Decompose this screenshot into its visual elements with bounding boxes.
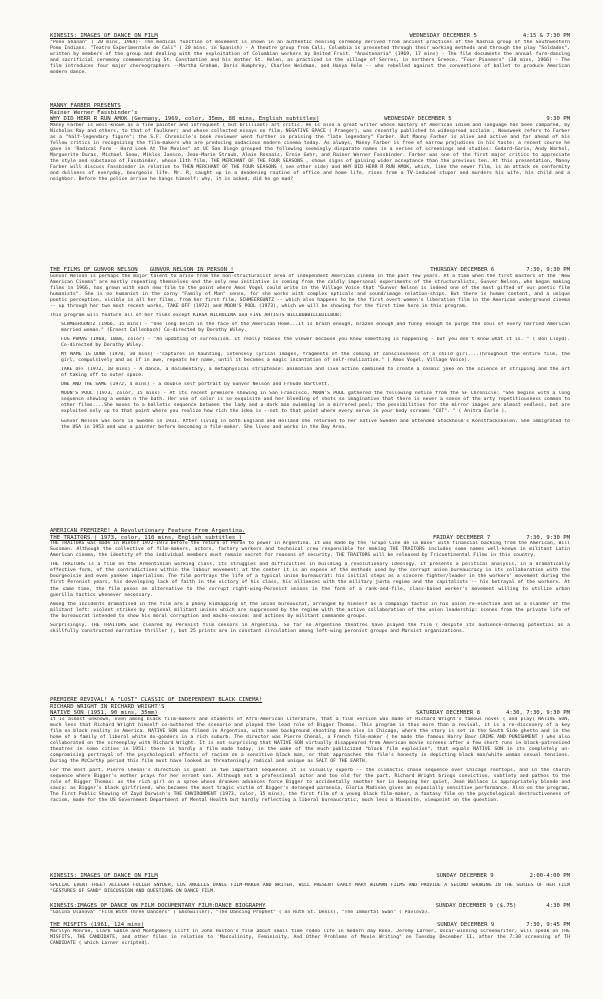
event-title: THE MISFITS (1961, 124 mins) xyxy=(50,922,145,928)
misfits-section xyxy=(50,922,570,947)
event-time: 9:30 PM xyxy=(546,116,570,123)
event-date: SUNDAY DECEMBER 9 ($.75) xyxy=(435,903,517,909)
film-entry: FOG PUMAS (1968, 18mm, color) - "An updating of surrealism. It really teases the viewer because you know something is happening - but you don't know what it is. " ( Don Lloyd). Co-directed by Dorothy Wiley. xyxy=(61,337,570,349)
kinesis-dec9-doc-section xyxy=(50,903,570,916)
event-paragraph: For the most part, Pierre Chenal's direction is good: in two important sequences it is visually superb -- the climactic chase sequence over Chicago rooftops, and in the church sequence where Bigger's mother prays for her errant son. Although not a professional actor and too old for the part, Richard Wright brings conviction, subtlety and pathos to the role of Bigger Thomas: as the rich girl on a spree whose drunken advances force Bigger to accidentally smother her in keeping her quiet, Jean Wallace is appropriately blonde and saucy: as Bigger's black girlfriend, who becomes the most tragic victim of Bigger's deranged paranoia, Gloria Madison gives an especially sensitive performance. Also on the program, The First Public Showing of Zayd Darwish's THE ENVIRONMENT (1973, color, 15 mins), the first film of a young black film-maker, a fantasy film on the psychological destructiveness of racism, made for the US Government Department of Mental Health but hardly reflecting a liberal bureaucratic, much less a Nixonite, viewpoint on the question. xyxy=(50,768,570,804)
event-time: 7:30, 9:30 PM xyxy=(526,267,570,273)
event-date: THURSDAY DECEMBER 6 xyxy=(430,267,495,273)
event-time: 4:30, 7:30, 9:30 PM xyxy=(506,710,570,717)
nelson-section xyxy=(50,267,570,431)
event-title: KINESIS: IMAGES OF DANCE ON FILM xyxy=(50,33,158,39)
film-entry: MY NAME IS OONA (1970, 10 mins) -"captures in haunting, intensely lyrical images, fragments of the coming of consciousness of a child girl....Throughout the entire film, the girl, compulsively and as if in awe, repeats her name, until it becomes a magic incantation of self-realization." ( Amos Vogel, Village Voice). xyxy=(61,352,570,364)
kinesis-dec9-special-section xyxy=(50,873,570,895)
event-date: FRIDAY DECEMBER 7 xyxy=(432,534,491,541)
filmmaker-bio: Gunvor Nelson was born in Sweden in 1931. After living in both England and Holland she returned to her native Sweden and attended Stockholm's Konstfackskolen. She immigrated to the USA in 1953 and was a painter before becoming a film-maker. She lives and works in the Bay Area. xyxy=(61,418,570,430)
event-description: Marilyn Monroe, Clark Gable and Montgomery Clift in John Huston's film about small time rodeo life in modern day Reno. Jeremy Larner, Oscar-winning screenwriter, will speak on THE MISFITS, THE CANDIDATE, and other films in relation to 'Masculinity, Femininity, And Other Problems of Movie Writing" on Tuesday December 11, after the 7:30 screening of TH CANDIDATE ( which Larner scripted). xyxy=(50,928,570,946)
event-date: SUNDAY DECEMBER 9 xyxy=(436,922,495,928)
event-paragraph: THE TRAITORS was made in Winter 1972-1973 before the return of Peron to power in Argentina. It was made by the 'Grupo Cine de la Base" with financial backing from the American, Bill Sussman. Although the collective of film-makers, actors, factory workers and technical crew responsible for making THE TRAITORS includes some names well-known in militant Latin American cinema, the identity of the individual members must remain secret for reasons of security. THE TRAITORS will be released by Tricontinental Films in this country. xyxy=(50,541,570,559)
event-date: WEDNESDAY DECEMBER 5 xyxy=(409,33,477,39)
event-description: Manny Farber is well-known as a fine painter and infrequent ( but brilliant) art critic. He is also a great writer whose mastery of American idiom and language has been compared, by Nicholas Ray and others, to that of Faulkner; and whose collected essays on film, NEGATIVE SPACE ( Praeger), was recently published to widespread acclaim , Newsweek refers to Farber as a "half-legendary figure"; the S.F. Chronicle's book reviewer went further in praising the "late legendary" Farber. But Manny Farber is alive and active and far ahead of his fellow critics in recognizing the film-makers who are producing audacious modern cinema today. As always, Manny Farber is free of narrow prejudices in his taste: a recent course he gave in 'Radical Form - Hard Look At The Movies" at UC San Diego grouped the following seemingly disparate names in a series of screenings and studies: Godard-Gorin, Andy Warhol, Marguerite Duras, Michael Snow, Miklos Jansco, Jean-Marie Straub, Alain Resnais, Ernie Gehr, and Rainer Werner Fassbinder. Farber was one of the first major critics to appreciate the style and substance of Fassbinder, whose 11th film, THE MERCHANT OF THE FOUR SEASONS , shows signs of gaining wider acceptance than the previous ten. At this presentation, Manny Farber will discuss Fassbinder in relation to THEN MERCHANT OF THE FOUR SEASONS ( see other side) and WHY DID HERR R RUN AMOK, which, like the newer film, is an attack on conformity and dullness of everyday, bourgeois life. Mr. R, caught up in a deadening routine of office and home life, rises from a TV-induced stupor and murders his wife, his child and a neighbor. Before the police arrive he hangs himself: why, it is asked, did he go mad? xyxy=(50,122,570,183)
event-title: NATIVE SON (1951, 90 mins, 35mm) xyxy=(50,710,158,717)
event-title: KINESIS: IMAGES OF DANCE ON FILM xyxy=(50,873,158,879)
event-paragraph: It is almost unknown, even among black film-makers and students of Afro-American literature, that a film version was made of Richard Wright's famous novel ( and play) NATIVE SON, much less that Richard Wright himself co-authored the scenario and played the lead role of Bigger Thomas. This program is thus more than a revival, it is a re-discovery of a key film on black reality in America. NATIVE SON was filmed in Argentina, with some background shooting done also in Chicago, where the story is set in the South Side ghetto and in the home of a family of liberal white do-gooders in a rich suburb. The director was Pierre Chenal, a French film-maker ( he made the famous Harry Baur CRIME AND PUNISHMENT ) who also collaborated on the screenplay with Richard Wright. It is not surprising that NATIVE SON virtually disappeared from American movie screens after a few short runs in black-patronized theatres in some cities in 1951: there is hardly a film made today, in the wake of the much publicized "black film explosion", that equals NATIVE SON in its completely un-compromising portrayal of the psychological effects of racism on a sensitive black man, or that approaches the film's honesty in depicting black man/white woman sexual tensions. During the McCarthy period this film must have looked as threateningly radical and unique as SALT OF THE EARTH. xyxy=(50,716,570,765)
event-title: THE FILMS OF GUNVOR NELSON xyxy=(50,267,138,273)
film-credit: RICHARD WRIGHT IN RICHARD WRIGHT'S xyxy=(50,703,165,710)
film-entry: SCHMEERGUNTZ (1966, 15 mins) - "One long belch in the face of the American Home...It is brash enough, brazen enough and funny enough to purge the soul of every harried American married woman." (Ernest Callenbach) Co-directed by Dorothy Wiley. xyxy=(61,321,570,333)
film-entry: TAKE OFF (1972, 10 mins) - A dance, a documentary, a metaphysical striptease: animation and live action combined to create a cosmic joke on the science of stripping and the art of taking off to outer space. xyxy=(61,367,570,379)
event-date: SUNDAY DECEMBER 9 xyxy=(436,873,494,879)
event-description: "Pono Shanan" ( 20 mins, 1964)- The medical function of movement is shown in an authentic healing ceremony derived from ancient practices of the Kashia group of the Southwestern Pomo Indians. "Teatro Experimentale de Cali" ( 20 mins, in Spanish) - A theatre group from Cali, Columbia is presented through their working methods and through the play "Soldados", written by members of the group and dealing with the exploitation of Columbian workers by United Fruit. "Anastenaria" (1969, 17 mins) - The film documents the annual fure-dancing and sacrificial ceremony commemorating St. Constantine and his mother St. Helen, as practiced in the village of Serres, in northern Greece. "Four Pioneers" (30 mins, 1966) - The film introduces four major choreographers --Martha Graham, Doris Humphrey, Charles Weidman, and Hanya Holm -- who rebelled against the conventions of ballet to produce American modern dance. xyxy=(50,39,570,75)
event-date: WEDNESDAY DECEMBER 5 xyxy=(384,116,452,123)
event-description: Gunvor Nelson is perhaps the major talent to arise from the non-structuralist area of independent American cinema in the past few years. At a time when the first masters of the 'New American Cinema" are mostly repeating themselves and the only new initiative is coming from the coldly impersonal experiments of the structuralists, Gunvor Nelson, who began making films in 1966, has grown with each new film to the point where Amos Vogel could write in the Village Voice that "Gunvor Nelson is indeed one of the most gifted of our poetic film humanists". She is no humanist in the corny "Family of Man" sense, for she works with complex opticals and sound/image relation-ships. But there is human content, and a unique poetic perception, visible in all her films, from her first film, SCHMEERGUNTZ -- which also happens to be the first overt women's liberation film in the American underground cinema -- up through her two most recent works, TAKE OFF (1972) and MOON'S POOL (1973), which we will be showing for the first time here in this program. xyxy=(50,273,570,309)
revival-banner: PREMIERE REVIVAL! A "LOST" CLASSIC OF INDEPENDENT BLACK CINEMA! xyxy=(50,697,263,703)
in-person-note: GUNVOR NELSON IN PERSON ! xyxy=(149,267,234,273)
event-description: SPECIAL EVENT FREE! ALLEGRA FULLER SNYDER, LOS ANGELES DANCE FILM-MAKER AND WRITER, WILL PRESENT EARLY MARY WIGMAN FILMS AND PROVIDE A SECOND SHOWING IN THE SERIES OF HER FILM "GESTURES OF SAND" DISCUSSION AND QUESTIONS ON DANCE FILM. xyxy=(50,882,570,894)
film-credit: Rainer Werner Fassbinder's xyxy=(50,109,138,116)
film-entry: ONE AND THE SAME (1972, 4 mins) - a double self portrait by Gunvor Nelson and Freude Bartlett. xyxy=(61,382,330,388)
event-title: KINESIS:IMAGES OF DANCE ON FILM DOCUMENTARY FILM:DANCE BIOGRAPHY xyxy=(50,903,266,909)
series-title: MANNY FARBER PRESENTS xyxy=(50,103,121,109)
farber-section xyxy=(50,103,570,183)
event-title: THE TRAITORS ( 1973, color, 110 mins, English subtitles ) xyxy=(50,534,242,541)
event-paragraph: THE TRAITORS is a film on the Armentinian working class, its struggles and difficulties in building a revolutionary ideology. It presents a political analysis, in a dramatically effective form, of the contradictions within the labour movement: at the center it is an expose of the methods used by the corrupt union bureaucracy in its collaboration with the bourgeoisie and even yankee imperialism. The film portrays the life of a typical union bureaucrat: his initial steps as a sincere fighter/leader in the workers' movement during the first Peronist years, his developing lack of faith in the victory of his class, his alliances with the military junta regime and the capitalists -- his betrayal of the workers. At the same time, the film poses an alternative to the corrupt right-wing-Peronist unions in the form of a rank-and-file, class-based worker's movement willing to utilize urban guerilla tactics whenever necessary. xyxy=(50,562,570,598)
program-note: This program will feature all of her films except KIRSA NICHOLINA and FIVE ARTISTS BILLBOBBILLBILLBOB: xyxy=(50,312,342,318)
premiere-banner: AMERICAN PREMIERE! A Revolutionary Feature From Argentina. xyxy=(50,528,246,534)
event-time: 4:15 & 7:30 PM xyxy=(522,33,570,39)
event-paragraph: Surprisingly, THE TRAITORS was cleared by Peronist film censors in Argentina. So far no Argentine theatres have played the film ( despite its audience-drawing potential as a skillfully constructed narrative thriller ), but 25 prints are in constant circulation among left-wing peronist groups and Marxist organizations. xyxy=(50,622,570,634)
event-time: 2:00-4:00 PM xyxy=(529,873,570,879)
event-date: SATURDAY DECEMBER 8 xyxy=(416,710,480,717)
event-title: WHY DID HERR R RUN AMOK (Germany, 1969, color, 35mm, 88 mins, English subtitles) xyxy=(50,116,320,123)
event-time: 7:30, 9:45 PM xyxy=(526,922,570,928)
event-paragraph: Among the incidents dramatised in the film are a phony kidnapping of the union bureaucrat, arranged by himself as a campaign tactic in his union re-election and as a slander of the militant left: violent strikes by regional militant unions which are suppressed by the regime with the active collaboration of the union leadership: scenes from the private life of the bureaucrat intended to show his moral corruption and macho-sexism: and actions by militant commando groups. xyxy=(50,601,570,619)
event-description: "Galina Ulanova" "Film With Three Dancers" ( Emshwiller), "The Dancing Prophet" ( on Ruth St. Denis), "The Immortal Swan" ( Pavlova). xyxy=(50,909,431,915)
film-entry: MOON'S POOL (1973, color, 15 mins) - At its recent premiere showing in San Francisco, MOON'S POOL gathered the following notice from the SF Chronicle: "She begins with a long sequence showing a woman n the bath. Her use of color is so exquisite and her blending of shots so imaginative that there is never a sense of the arty repetitiousness common to other films....She moves to a balletic sequence between the lady and a dark man swimming in a mirrored pool; the possibilities for the mirror images are almost endless, but are exploited only up to that point where you realize how rich the idea is --not to that point where every nerve in your body screams "CUT". " ( Anitra Earle ). xyxy=(61,391,570,415)
event-time: 7:30, 9:30 PM xyxy=(526,534,570,541)
traitors-section xyxy=(50,528,570,635)
kinesis-dec5-section xyxy=(50,33,570,76)
native-son-section xyxy=(50,697,570,804)
event-time: 4:30 PM xyxy=(546,903,570,909)
